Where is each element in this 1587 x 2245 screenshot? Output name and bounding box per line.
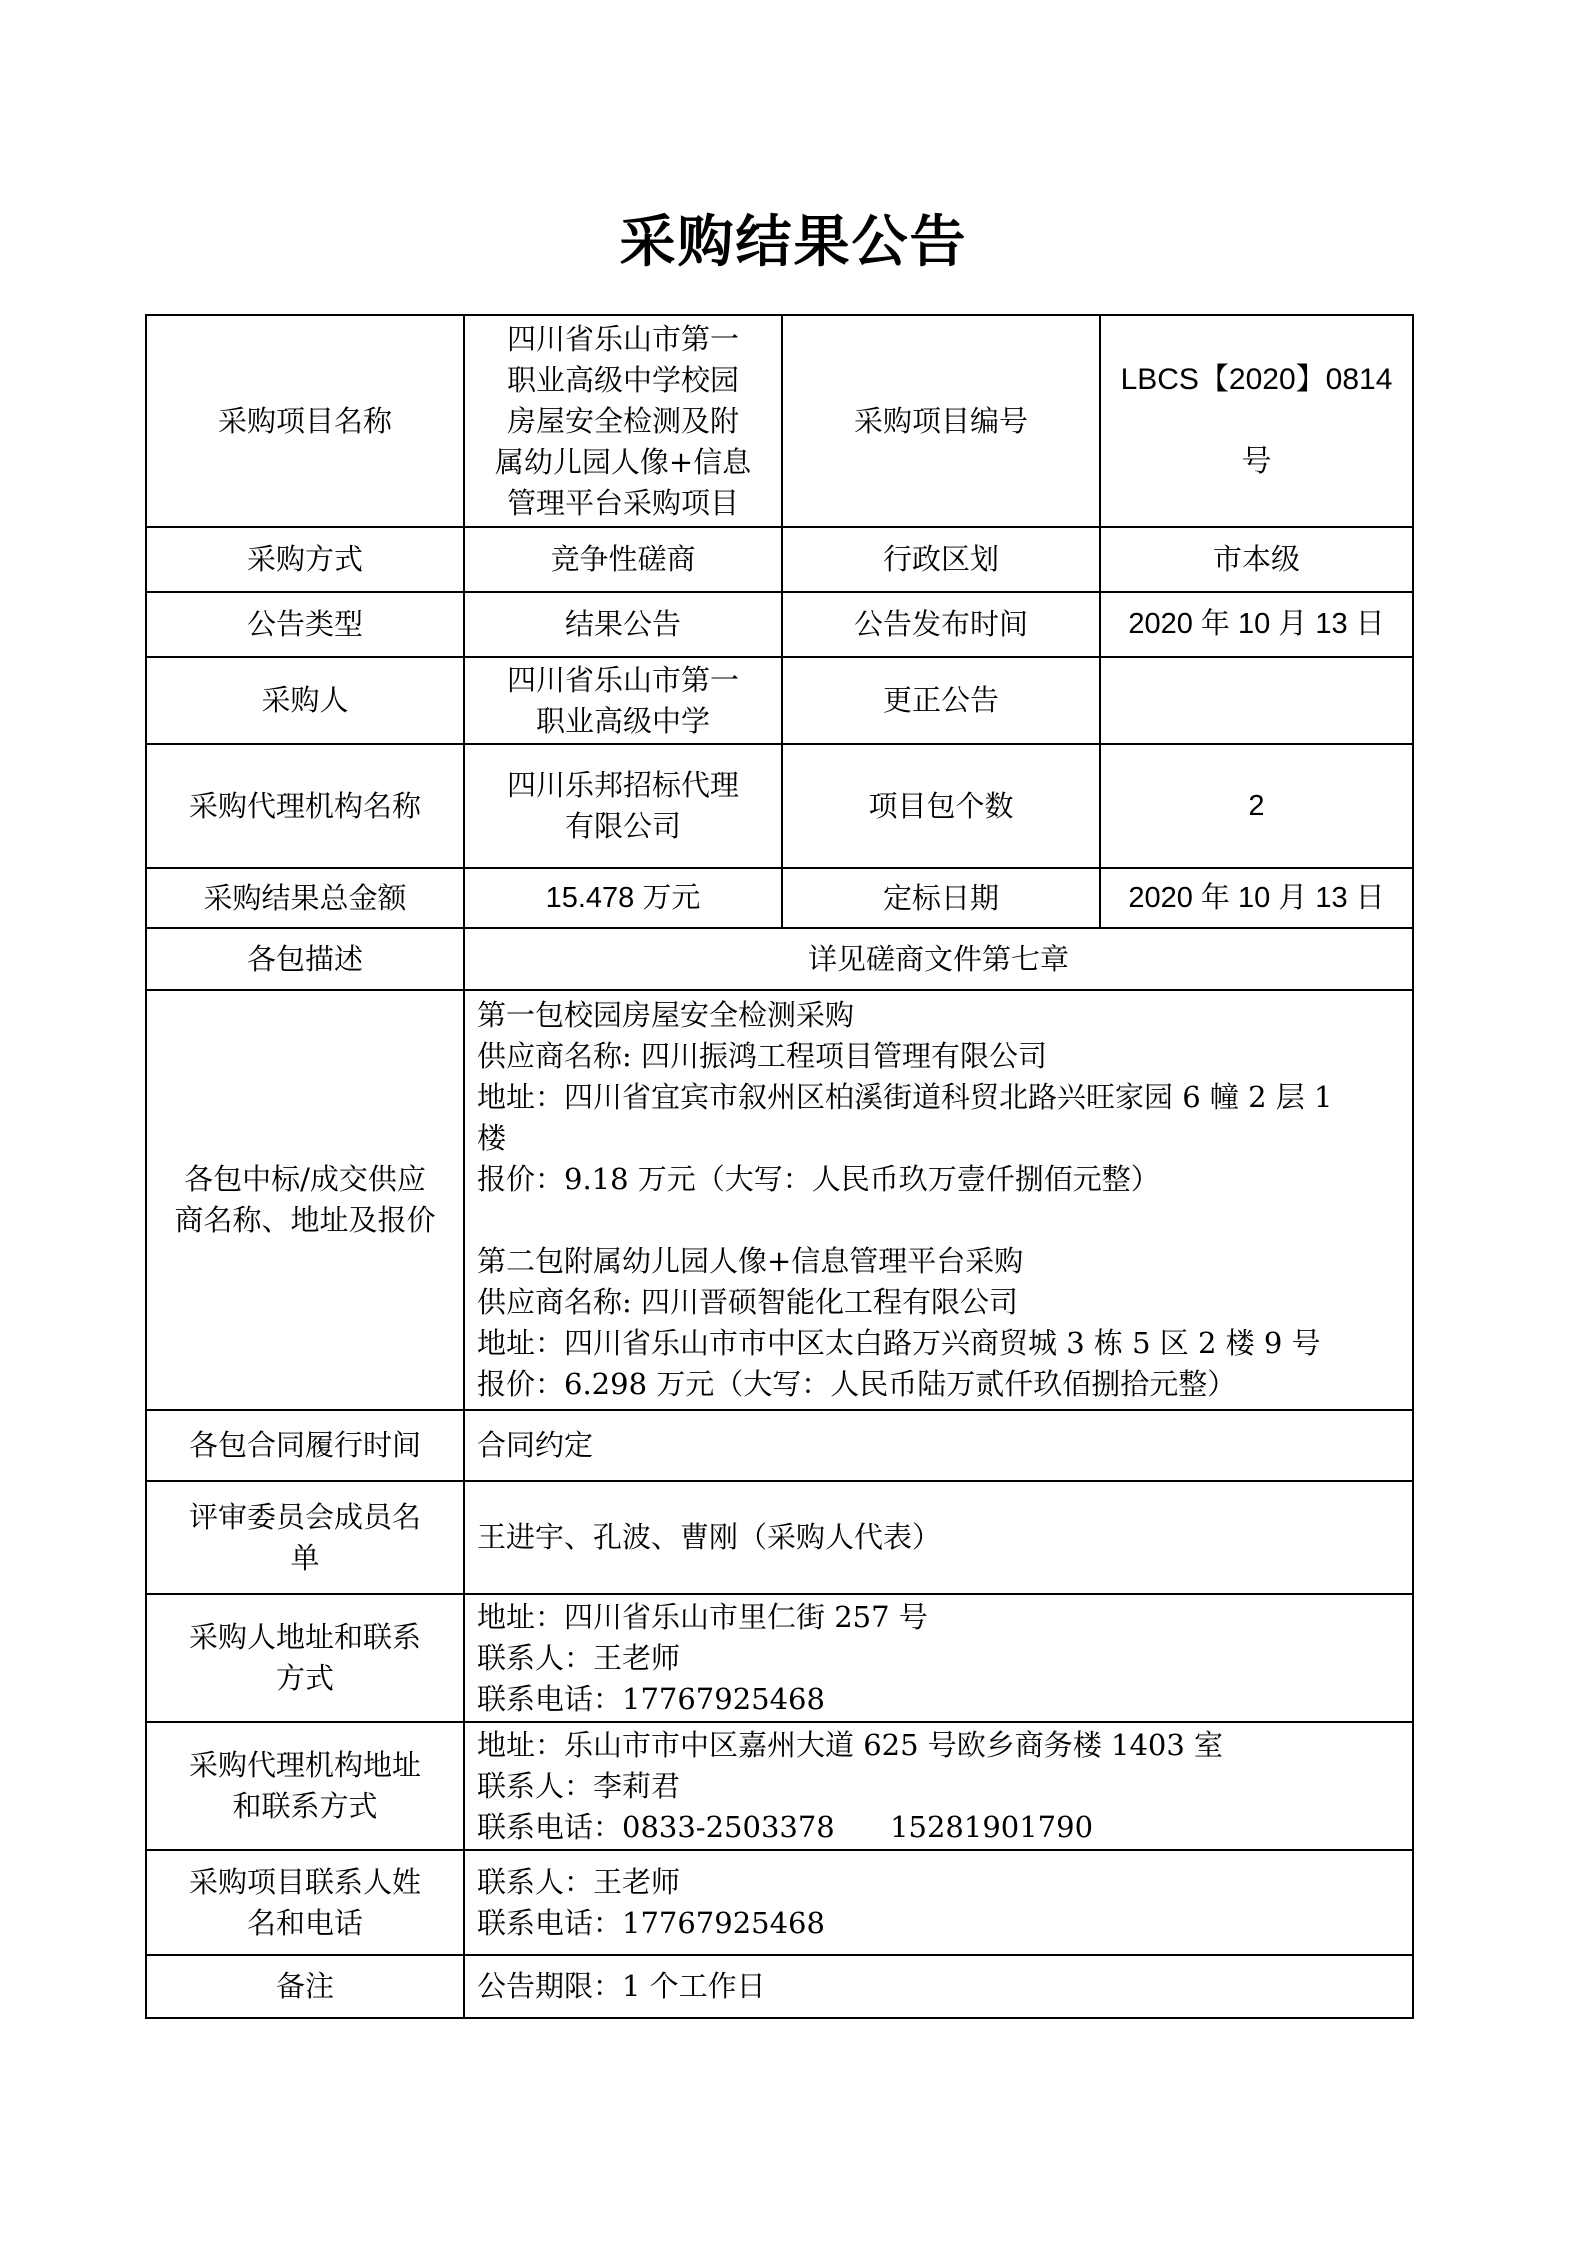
fixed-date-label: 定标日期 xyxy=(782,868,1100,928)
agency-value: 四川乐邦招标代理 有限公司 xyxy=(464,744,782,868)
project-no-label: 采购项目编号 xyxy=(782,315,1100,527)
remark-label: 备注 xyxy=(146,1955,464,2018)
winners-value xyxy=(464,990,1413,1410)
package-2-title: 第二包附属幼儿园人像+信息管理平台采购 xyxy=(477,1244,1024,1278)
purchaser-contact-label: 采购人地址和联系 方式 xyxy=(146,1594,464,1722)
correction-value xyxy=(1100,657,1413,744)
project-contact-label: 采购项目联系人姓 名和电话 xyxy=(146,1850,464,1955)
package-1-address: 地址：四川省宜宾市叙州区柏溪街道科贸北路兴旺家园 6 幢 2 层 1 xyxy=(477,1080,1333,1114)
package-1-address-cont: 楼 xyxy=(477,1121,507,1155)
project-name-label: 采购项目名称 xyxy=(146,315,464,527)
procurement-result-table xyxy=(145,314,1414,2019)
row-method xyxy=(146,527,1413,592)
package-count-value: 2 xyxy=(1100,744,1413,868)
purchaser-contact-value: 地址：四川省乐山市里仁街 257 号 联系人：王老师 联系电话：17767925468 xyxy=(464,1594,1413,1722)
page-title: 采购结果公告 xyxy=(619,210,968,275)
region-label: 行政区划 xyxy=(782,527,1100,592)
project-no-value: LBCS【2020】0814 号 xyxy=(1100,315,1413,527)
package-count-label: 项目包个数 xyxy=(782,744,1100,868)
row-remark xyxy=(146,1955,1413,2018)
row-total-amount xyxy=(146,868,1413,928)
method-label: 采购方式 xyxy=(146,527,464,592)
fixed-date-value: 2020 年 10 月 13 日 xyxy=(1100,868,1413,928)
row-winners xyxy=(146,990,1413,1410)
row-project xyxy=(146,315,1413,527)
row-project-contact xyxy=(146,1850,1413,1955)
package-desc-value: 详见磋商文件第七章 xyxy=(464,928,1413,990)
notice-type-value: 结果公告 xyxy=(464,592,782,657)
project-contact-value: 联系人：王老师 联系电话：17767925468 xyxy=(464,1850,1413,1955)
agency-contact-label: 采购代理机构地址 和联系方式 xyxy=(146,1722,464,1850)
purchaser-value: 四川省乐山市第一 职业高级中学 xyxy=(464,657,782,744)
project-name-value: 四川省乐山市第一 职业高级中学校园 房屋安全检测及附 属幼儿园人像+信息 管理平台采购项目 xyxy=(464,315,782,527)
publish-time-label: 公告发布时间 xyxy=(782,592,1100,657)
method-value: 竞争性磋商 xyxy=(464,527,782,592)
committee-label: 评审委员会成员名 单 xyxy=(146,1481,464,1594)
winners-label: 各包中标/成交供应 商名称、地址及报价 xyxy=(146,990,464,1410)
row-purchaser-contact xyxy=(146,1594,1413,1722)
row-committee xyxy=(146,1481,1413,1594)
remark-value: 公告期限：1 个工作日 xyxy=(464,1955,1413,2018)
spacer xyxy=(477,1200,1400,1241)
total-amount-value: 15.478 万元 xyxy=(464,868,782,928)
contract-time-value: 合同约定 xyxy=(464,1410,1413,1481)
package-1-price: 报价：9.18 万元（大写：人民币玖万壹仟捌佰元整） xyxy=(477,1162,1160,1196)
package-2-supplier: 供应商名称: 四川晋硕智能化工程有限公司 xyxy=(477,1285,1018,1319)
publish-time-value: 2020 年 10 月 13 日 xyxy=(1100,592,1413,657)
row-agency xyxy=(146,744,1413,868)
package-2-address: 地址：四川省乐山市市中区太白路万兴商贸城 3 栋 5 区 2 楼 9 号 xyxy=(477,1326,1321,1360)
notice-type-label: 公告类型 xyxy=(146,592,464,657)
row-contract-time xyxy=(146,1410,1413,1481)
purchaser-label: 采购人 xyxy=(146,657,464,744)
row-agency-contact xyxy=(146,1722,1413,1850)
row-package-desc xyxy=(146,928,1413,990)
committee-value: 王进宇、孔波、曹刚（采购人代表） xyxy=(464,1481,1413,1594)
total-amount-label: 采购结果总金额 xyxy=(146,868,464,928)
row-notice-type xyxy=(146,592,1413,657)
package-1-title: 第一包校园房屋安全检测采购 xyxy=(477,998,855,1032)
agency-contact-value: 地址：乐山市市中区嘉州大道 625 号欧乡商务楼 1403 室 联系人：李莉君 联系电话：0833-2503378 15281901790 xyxy=(464,1722,1413,1850)
row-purchaser xyxy=(146,657,1413,744)
correction-label: 更正公告 xyxy=(782,657,1100,744)
contract-time-label: 各包合同履行时间 xyxy=(146,1410,464,1481)
package-2-price: 报价：6.298 万元（大写：人民币陆万贰仟玖佰捌拾元整） xyxy=(477,1367,1237,1401)
package-desc-label: 各包描述 xyxy=(146,928,464,990)
region-value: 市本级 xyxy=(1100,527,1413,592)
package-1-supplier: 供应商名称: 四川振鸿工程项目管理有限公司 xyxy=(477,1039,1047,1073)
agency-label: 采购代理机构名称 xyxy=(146,744,464,868)
